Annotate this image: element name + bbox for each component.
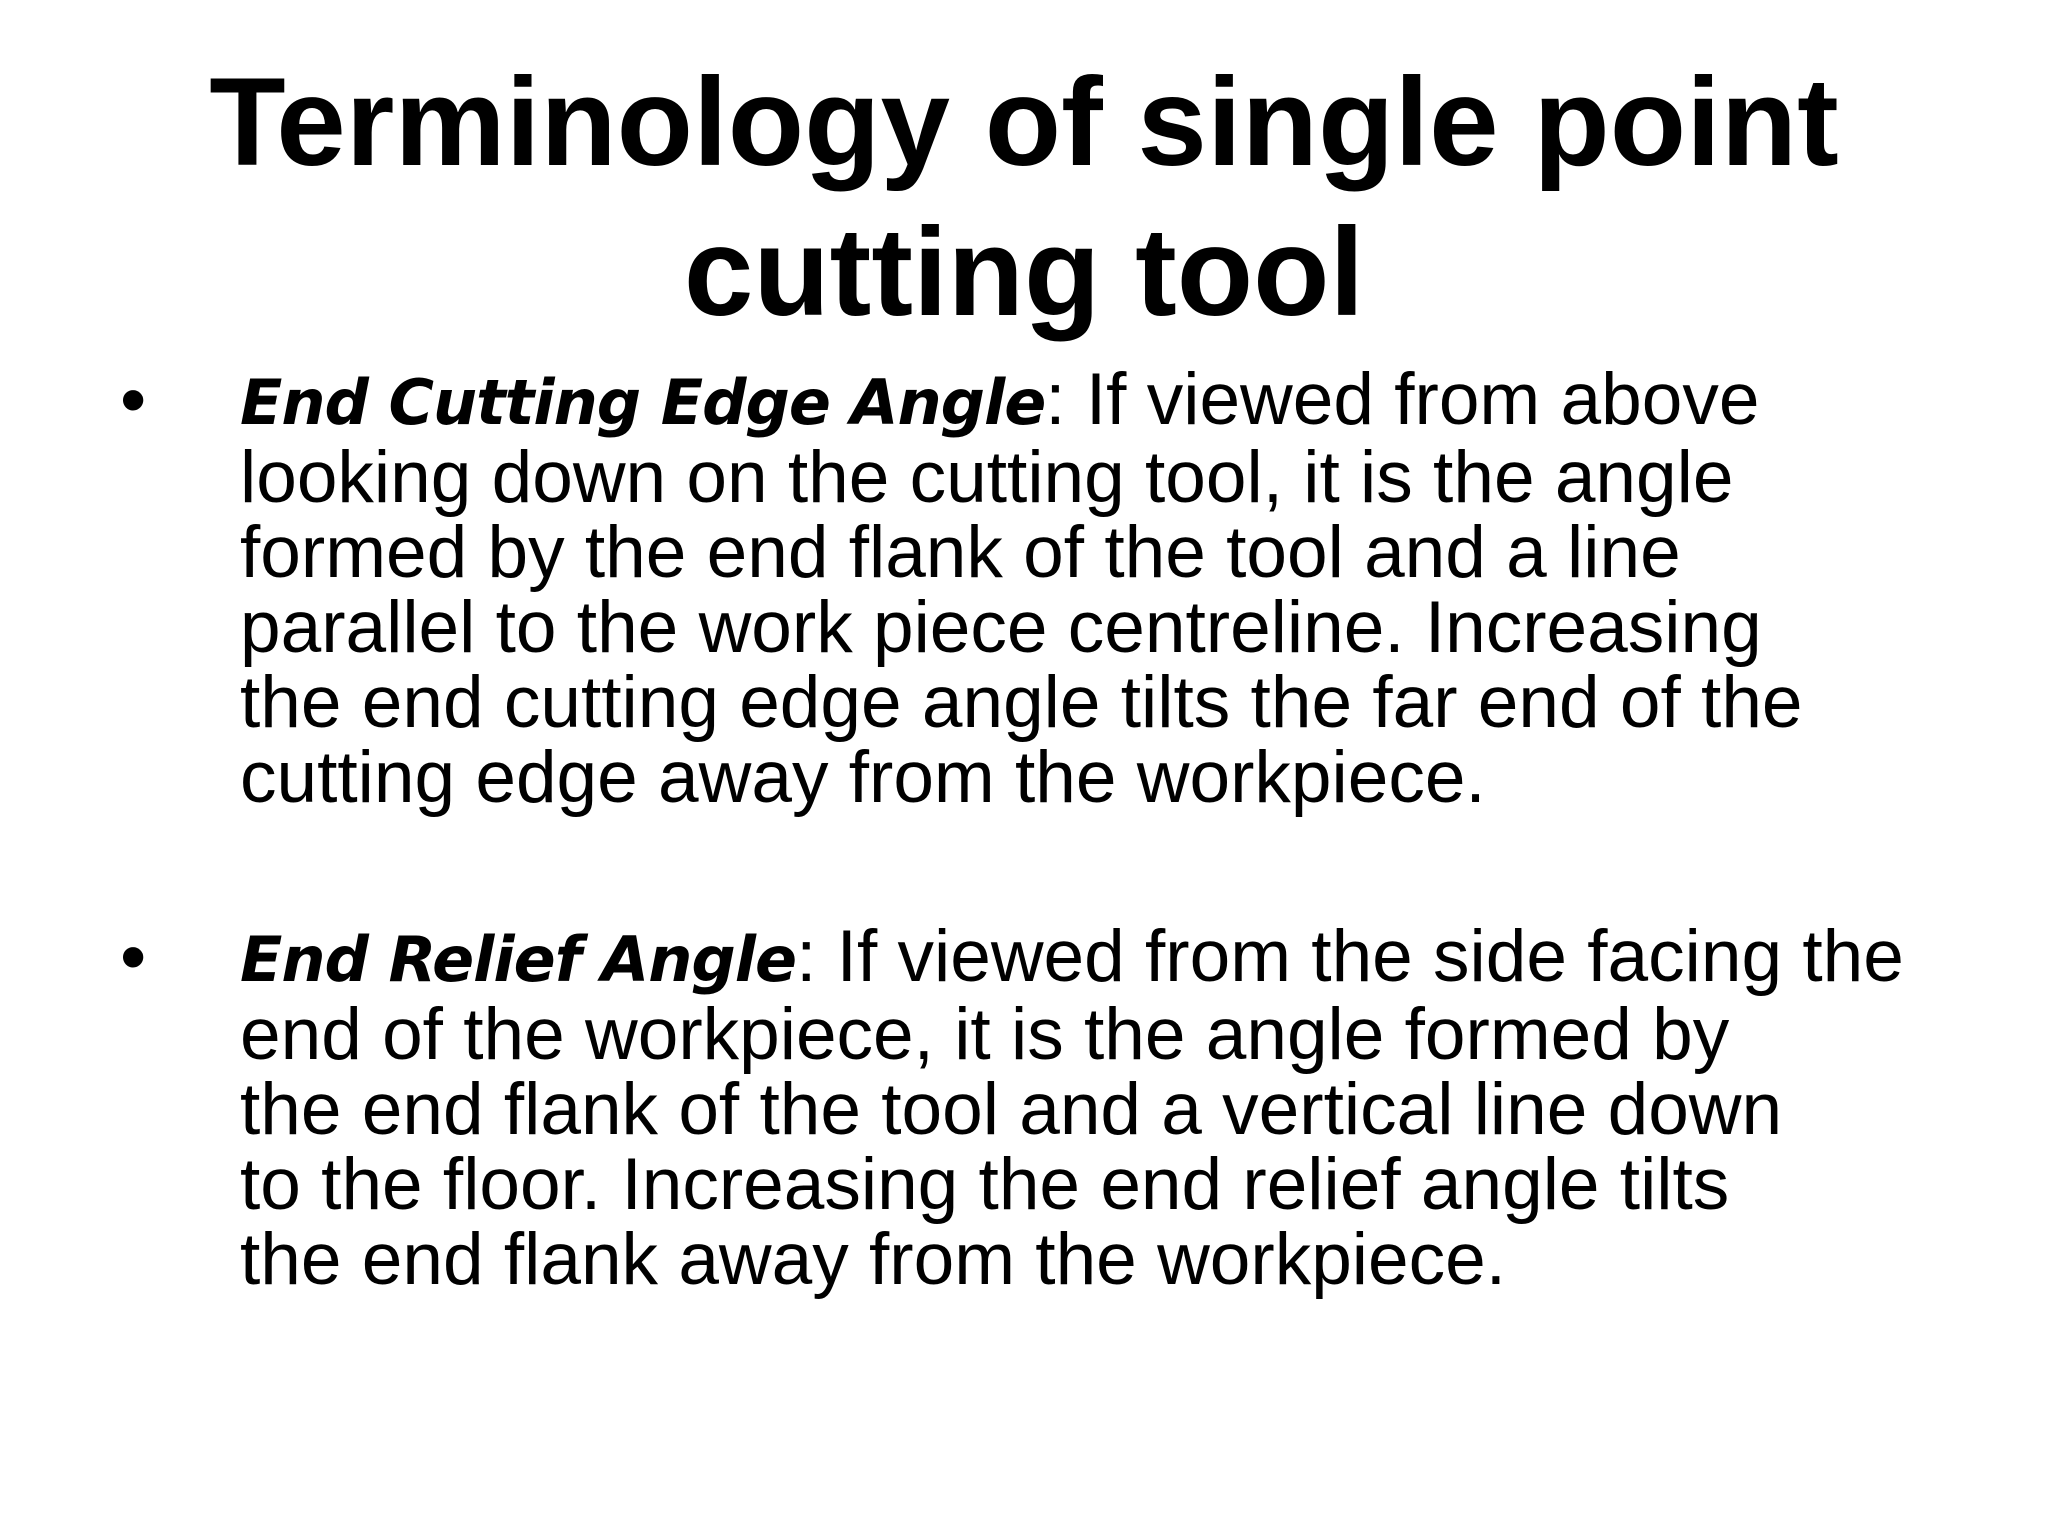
term-label: End Relief Angle xyxy=(240,923,797,996)
term-label: End Cutting Edge Angle xyxy=(240,366,1046,439)
bullet-line: parallel to the work piece centreline. Increasing xyxy=(240,587,1762,668)
bullet-line: to the floor. Increasing the end relief angle tilts xyxy=(240,1144,1730,1225)
bullet-point-icon: • xyxy=(120,914,147,998)
title-line-1: Terminology of single point xyxy=(209,53,1839,192)
title-line-2: cutting tool xyxy=(683,203,1365,342)
bullet-line: cutting edge away from the workpiece. xyxy=(240,737,1486,818)
bullet-line xyxy=(240,359,1970,440)
slide-title xyxy=(100,48,1948,348)
bullet-point-icon: • xyxy=(120,357,147,441)
bullet-text xyxy=(240,359,1970,818)
bullet-line: formed by the end flank of the tool and a line xyxy=(240,512,1681,593)
bullet-line xyxy=(240,916,1970,997)
term-separator: : xyxy=(1045,359,1066,440)
bullet-line: end of the workpiece, it is the angle formed by xyxy=(240,994,1730,1075)
bullet-line: looking down on the cutting tool, it is the angle xyxy=(240,437,1734,518)
definition-text: If viewed from the side facing the xyxy=(816,916,1904,997)
term-separator: : xyxy=(796,916,817,997)
definition-text: If viewed from above xyxy=(1065,359,1760,440)
bullet-text xyxy=(240,916,1970,1300)
bullet-line: the end cutting edge angle tilts the far end of the xyxy=(240,662,1803,743)
bullet-line: the end flank of the tool and a vertical line down xyxy=(240,1069,1783,1150)
bullet-line: the end flank away from the workpiece. xyxy=(240,1219,1506,1300)
